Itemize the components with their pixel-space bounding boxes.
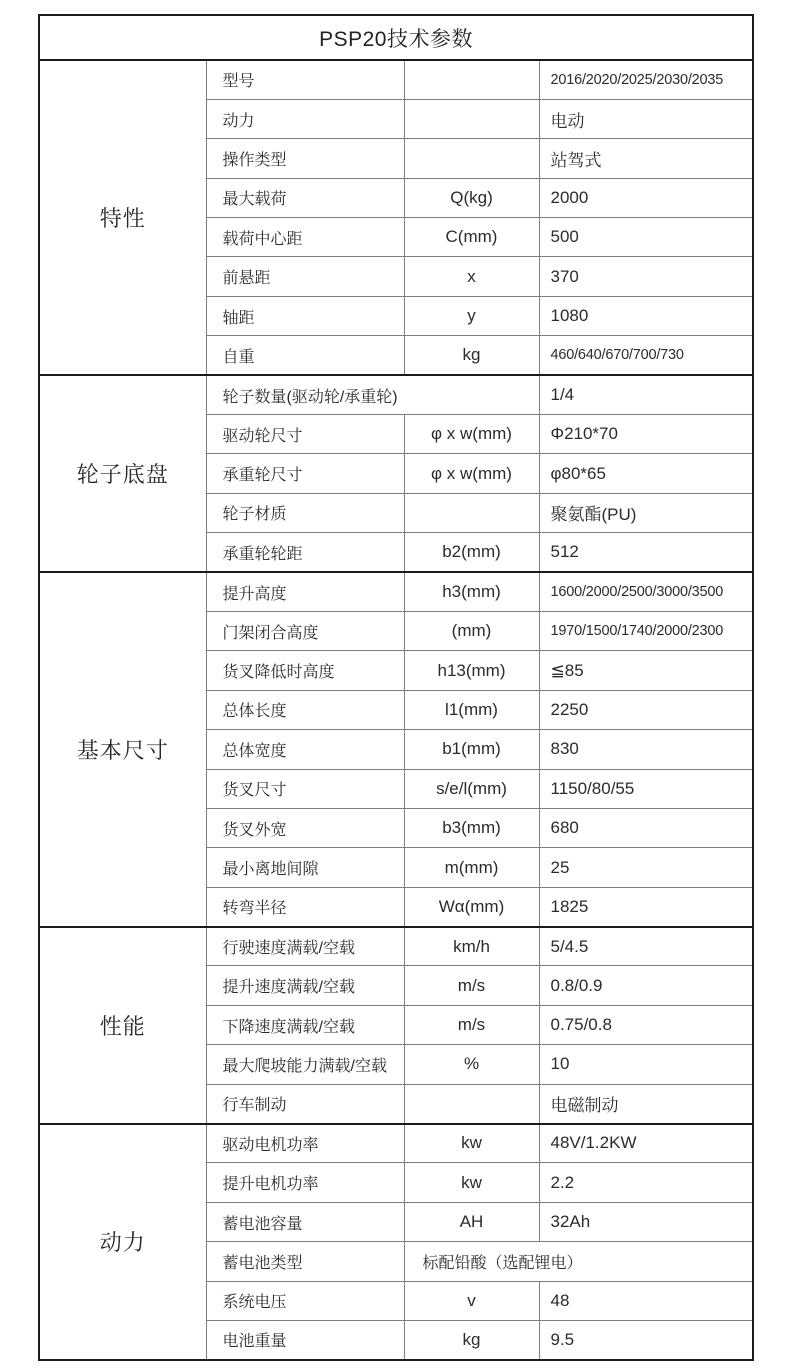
spec-symbol-cell: h3(mm) (404, 572, 539, 611)
section-category: 性能 (39, 927, 206, 1124)
spec-label-cell: 动力 (206, 99, 404, 138)
spec-label-cell: 行车制动 (206, 1084, 404, 1123)
spec-value-cell: 0.75/0.8 (539, 1005, 753, 1044)
section-category: 特性 (39, 60, 206, 375)
spec-label-cell: 驱动电机功率 (206, 1124, 404, 1163)
spec-symbol-cell: m/s (404, 966, 539, 1005)
spec-value-cell: 500 (539, 218, 753, 257)
spec-label-cell: 最大爬坡能力满载/空载 (206, 1045, 404, 1084)
spec-value-cell: 32Ah (539, 1202, 753, 1241)
spec-label-cell: 行驶速度满载/空载 (206, 927, 404, 966)
spec-value-cell: 标配铅酸（选配锂电） (404, 1242, 753, 1281)
spec-value-cell: 0.8/0.9 (539, 966, 753, 1005)
spec-label-cell: 载荷中心距 (206, 218, 404, 257)
spec-label-cell: 货叉尺寸 (206, 769, 404, 808)
spec-symbol-cell (404, 139, 539, 178)
spec-label-cell: 总体宽度 (206, 730, 404, 769)
spec-label-cell: 最小离地间隙 (206, 848, 404, 887)
spec-label-cell: 蓄电池类型 (206, 1242, 404, 1281)
spec-value-cell: 370 (539, 257, 753, 296)
spec-label-cell: 蓄电池容量 (206, 1202, 404, 1241)
spec-label-cell: 前悬距 (206, 257, 404, 296)
section-category: 动力 (39, 1124, 206, 1360)
page-title: PSP20技术参数 (39, 15, 753, 60)
spec-symbol-cell: s/e/l(mm) (404, 769, 539, 808)
spec-value-cell: 2016/2020/2025/2030/2035 (539, 60, 753, 99)
spec-value-cell: 聚氨酯(PU) (539, 493, 753, 532)
spec-symbol-cell: b2(mm) (404, 533, 539, 572)
spec-symbol-cell: φ x w(mm) (404, 415, 539, 454)
spec-value-cell: 1150/80/55 (539, 769, 753, 808)
spec-symbol-cell: l1(mm) (404, 690, 539, 729)
spec-value-cell: 512 (539, 533, 753, 572)
spec-symbol-cell: m/s (404, 1005, 539, 1044)
spec-symbol-cell: (mm) (404, 611, 539, 650)
spec-value-cell: 1825 (539, 887, 753, 926)
spec-value-cell: 站驾式 (539, 139, 753, 178)
spec-symbol-cell: Wα(mm) (404, 887, 539, 926)
spec-value-cell: 25 (539, 848, 753, 887)
spec-value-cell: 5/4.5 (539, 927, 753, 966)
spec-value-cell: 9.5 (539, 1321, 753, 1360)
spec-label-cell: 承重轮轮距 (206, 533, 404, 572)
spec-symbol-cell: km/h (404, 927, 539, 966)
spec-symbol-cell (404, 493, 539, 532)
spec-label-cell: 最大载荷 (206, 178, 404, 217)
section-category: 轮子底盘 (39, 375, 206, 572)
spec-label-cell: 提升高度 (206, 572, 404, 611)
spec-symbol-cell (404, 99, 539, 138)
spec-value-cell: 1/4 (539, 375, 753, 414)
spec-label-cell: 货叉外宽 (206, 808, 404, 847)
spec-symbol-cell (404, 1084, 539, 1123)
spec-symbol-cell: y (404, 296, 539, 335)
spec-value-cell: Φ210*70 (539, 415, 753, 454)
spec-value-cell: ≦85 (539, 651, 753, 690)
spec-label-cell: 下降速度满载/空载 (206, 1005, 404, 1044)
spec-value-cell: 48V/1.2KW (539, 1124, 753, 1163)
spec-label-cell: 电池重量 (206, 1321, 404, 1360)
spec-value-cell: 1080 (539, 296, 753, 335)
spec-label-cell: 系统电压 (206, 1281, 404, 1320)
spec-value-cell: 48 (539, 1281, 753, 1320)
spec-row (39, 1124, 753, 1163)
spec-symbol-cell: kw (404, 1124, 539, 1163)
spec-value-cell: 1600/2000/2500/3000/3500 (539, 572, 753, 611)
spec-label-cell: 承重轮尺寸 (206, 454, 404, 493)
spec-value-cell: 680 (539, 808, 753, 847)
spec-row (39, 927, 753, 966)
spec-label-cell: 型号 (206, 60, 404, 99)
spec-symbol-cell: kw (404, 1163, 539, 1202)
spec-label-cell: 操作类型 (206, 139, 404, 178)
spec-symbol-cell: C(mm) (404, 218, 539, 257)
spec-symbol-cell: AH (404, 1202, 539, 1241)
spec-value-cell: 电磁制动 (539, 1084, 753, 1123)
spec-label-cell: 门架闭合高度 (206, 611, 404, 650)
spec-symbol-cell: m(mm) (404, 848, 539, 887)
spec-symbol-cell (404, 60, 539, 99)
spec-value-cell: φ80*65 (539, 454, 753, 493)
spec-label-cell: 货叉降低时高度 (206, 651, 404, 690)
spec-label-cell: 提升速度满载/空载 (206, 966, 404, 1005)
section-category: 基本尺寸 (39, 572, 206, 927)
spec-row (39, 572, 753, 611)
spec-row (39, 375, 753, 414)
spec-symbol-cell: b3(mm) (404, 808, 539, 847)
spec-symbol-cell: φ x w(mm) (404, 454, 539, 493)
spec-value-cell: 830 (539, 730, 753, 769)
spec-value-cell: 2250 (539, 690, 753, 729)
spec-value-cell: 10 (539, 1045, 753, 1084)
spec-value-cell: 2.2 (539, 1163, 753, 1202)
spec-symbol-cell: kg (404, 336, 539, 375)
spec-label-cell: 轮子材质 (206, 493, 404, 532)
spec-value-cell: 2000 (539, 178, 753, 217)
spec-label-cell: 驱动轮尺寸 (206, 415, 404, 454)
spec-value-cell: 460/640/670/700/730 (539, 336, 753, 375)
spec-label-cell: 转弯半径 (206, 887, 404, 926)
spec-row (39, 60, 753, 99)
spec-symbol-cell: % (404, 1045, 539, 1084)
spec-symbol-cell: v (404, 1281, 539, 1320)
spec-label-cell: 轮子数量(驱动轮/承重轮) (206, 375, 539, 414)
spec-value-cell: 电动 (539, 99, 753, 138)
spec-label-cell: 总体长度 (206, 690, 404, 729)
spec-table (38, 14, 754, 1361)
spec-symbol-cell: Q(kg) (404, 178, 539, 217)
spec-label-cell: 轴距 (206, 296, 404, 335)
spec-label-cell: 提升电机功率 (206, 1163, 404, 1202)
spec-value-cell: 1970/1500/1740/2000/2300 (539, 611, 753, 650)
table-title-row (39, 15, 753, 60)
spec-symbol-cell: h13(mm) (404, 651, 539, 690)
spec-symbol-cell: b1(mm) (404, 730, 539, 769)
spec-label-cell: 自重 (206, 336, 404, 375)
spec-symbol-cell: kg (404, 1321, 539, 1360)
spec-symbol-cell: x (404, 257, 539, 296)
